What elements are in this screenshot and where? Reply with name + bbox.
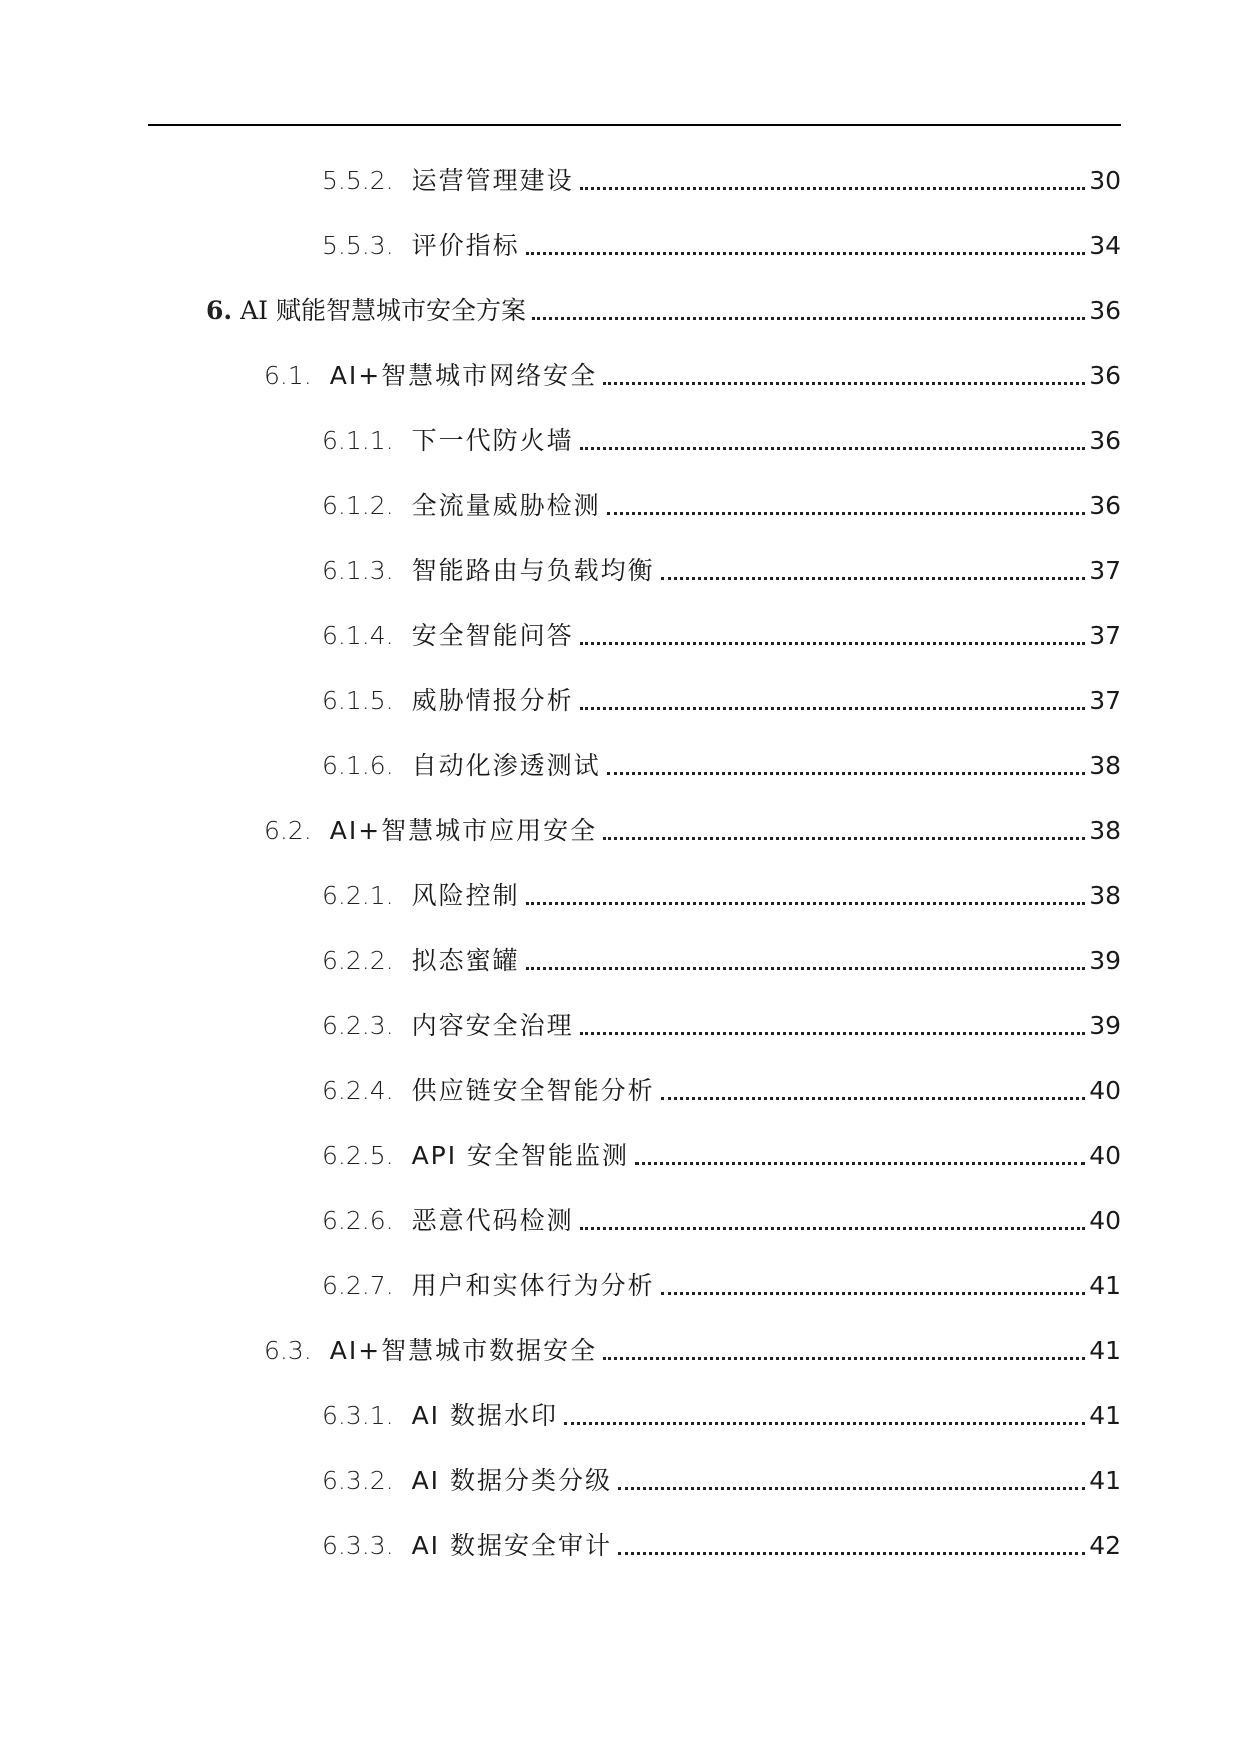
toc-entry-title: 用户和实体行为分析	[411, 1271, 655, 1300]
toc-entry-title: 拟态蜜罐	[411, 946, 520, 975]
toc-entry-title: AI+智慧城市数据安全	[329, 1336, 598, 1365]
toc-entry-page: 40	[1089, 1076, 1121, 1105]
toc-entry-page: 41	[1089, 1466, 1121, 1495]
toc-entry-title: API 安全智能监测	[411, 1141, 630, 1170]
header-rule	[148, 124, 1121, 126]
toc-entry-title: 下一代防火墙	[411, 426, 574, 455]
toc-entry-title: AI 数据分类分级	[411, 1466, 612, 1495]
toc-leader-dots	[618, 1487, 1085, 1490]
toc-entry-page: 34	[1089, 231, 1121, 260]
toc-entry[interactable]	[264, 352, 1121, 392]
toc-entry-title: 内容安全治理	[411, 1011, 574, 1040]
toc-entry-title: AI 赋能智慧城市安全方案	[240, 296, 526, 325]
toc-entry[interactable]	[322, 677, 1121, 717]
toc-entry-title: AI+智慧城市应用安全	[329, 816, 598, 845]
toc-entry-title: 运营管理建设	[411, 166, 574, 195]
toc-entry-page: 39	[1089, 1011, 1121, 1040]
toc-entry-number: 6.3.	[264, 1336, 312, 1365]
toc-entry[interactable]	[322, 1262, 1121, 1302]
toc-leader-dots	[580, 1227, 1086, 1230]
toc-entry-title: AI 数据水印	[411, 1401, 558, 1430]
toc-entry-page: 40	[1089, 1141, 1121, 1170]
toc-leader-dots	[526, 252, 1086, 255]
toc-entry-number: 6.3.1.	[322, 1401, 394, 1430]
toc-entry-page: 38	[1089, 816, 1121, 845]
toc-entry[interactable]	[322, 1067, 1121, 1107]
toc-leader-dots	[603, 382, 1085, 385]
toc-entry-title: 智能路由与负载均衡	[411, 556, 655, 585]
toc-leader-dots	[603, 1357, 1085, 1360]
toc-leader-dots	[526, 967, 1086, 970]
toc-leader-dots	[661, 1292, 1086, 1295]
toc-entry-number: 6.2.	[264, 816, 312, 845]
toc-leader-dots	[580, 707, 1086, 710]
toc-entry-number: 6.2.6.	[322, 1206, 394, 1235]
toc-entry-number: 6.1.3.	[322, 556, 394, 585]
toc-entry-page: 38	[1089, 881, 1121, 910]
toc-entry[interactable]	[322, 482, 1121, 522]
toc-entry-number: 6.1.	[264, 361, 312, 390]
toc-entry-page: 39	[1089, 946, 1121, 975]
toc-entry-number: 6.2.4.	[322, 1076, 394, 1105]
toc-entry-number: 6.	[206, 296, 233, 325]
toc-leader-dots	[532, 317, 1085, 320]
toc-entry-page: 36	[1089, 296, 1121, 325]
toc-entry-title: 评价指标	[411, 231, 520, 260]
toc-entry-page: 37	[1089, 686, 1121, 715]
toc-entry-number: 6.1.6.	[322, 751, 394, 780]
toc-entry[interactable]	[322, 872, 1121, 912]
toc-entry-title: 恶意代码检测	[411, 1206, 574, 1235]
toc-entry[interactable]	[322, 742, 1121, 782]
toc-entry-page: 41	[1089, 1401, 1121, 1430]
toc-entry-number: 6.2.3.	[322, 1011, 394, 1040]
toc-entry-page: 37	[1089, 621, 1121, 650]
toc-entry[interactable]	[264, 1327, 1121, 1367]
toc-leader-dots	[607, 772, 1086, 775]
toc-entry-title: 威胁情报分析	[411, 686, 574, 715]
toc-entry-page: 40	[1089, 1206, 1121, 1235]
toc-entry-number: 6.3.2.	[322, 1466, 394, 1495]
toc-entry-page: 41	[1089, 1336, 1121, 1365]
toc-leader-dots	[661, 577, 1086, 580]
toc-entry-page: 36	[1089, 361, 1121, 390]
toc-leader-dots	[564, 1422, 1085, 1425]
toc-entry-title: 安全智能问答	[411, 621, 574, 650]
toc-entry[interactable]	[322, 222, 1121, 262]
toc-entry[interactable]	[322, 1522, 1121, 1562]
toc-entry[interactable]	[322, 612, 1121, 652]
toc-entry[interactable]	[322, 937, 1121, 977]
toc-leader-dots	[580, 447, 1086, 450]
toc-entry-title: AI 数据安全审计	[411, 1531, 612, 1560]
toc-leader-dots	[580, 642, 1086, 645]
toc-entry-page: 30	[1089, 166, 1121, 195]
toc-leader-dots	[661, 1097, 1086, 1100]
toc-entry[interactable]	[322, 547, 1121, 587]
toc-entry-title: AI+智慧城市网络安全	[329, 361, 598, 390]
toc-entry[interactable]	[322, 417, 1121, 457]
toc-entry-title: 供应链安全智能分析	[411, 1076, 655, 1105]
toc-entry-number: 6.1.5.	[322, 686, 394, 715]
toc-entry[interactable]	[322, 157, 1121, 197]
toc-leader-dots	[580, 187, 1086, 190]
toc-entry[interactable]	[322, 1002, 1121, 1042]
toc-entry[interactable]	[264, 807, 1121, 847]
toc-entry-number: 6.1.4.	[322, 621, 394, 650]
toc-leader-dots	[526, 902, 1086, 905]
toc-entry-page: 41	[1089, 1271, 1121, 1300]
toc-entry-number: 5.5.2.	[322, 166, 394, 195]
toc-entry[interactable]	[322, 1197, 1121, 1237]
toc-entry-title: 风险控制	[411, 881, 520, 910]
toc-entry-number: 6.1.2.	[322, 491, 394, 520]
toc-entry-number: 6.2.5.	[322, 1141, 394, 1170]
toc-entry-title: 全流量威胁检测	[411, 491, 601, 520]
toc-leader-dots	[635, 1162, 1085, 1165]
toc-leader-dots	[618, 1552, 1085, 1555]
toc-entry-page: 38	[1089, 751, 1121, 780]
toc-entry-number: 6.2.2.	[322, 946, 394, 975]
toc-entry-title: 自动化渗透测试	[411, 751, 601, 780]
toc-entry-number: 6.1.1.	[322, 426, 394, 455]
toc-leader-dots	[603, 837, 1085, 840]
toc-entry-page: 42	[1089, 1531, 1121, 1560]
toc-entry-page: 36	[1089, 426, 1121, 455]
toc-entry[interactable]	[322, 1392, 1121, 1432]
toc-leader-dots	[607, 512, 1086, 515]
toc-entry-number: 6.2.1.	[322, 881, 394, 910]
toc-entry-page: 36	[1089, 491, 1121, 520]
toc-entry-number: 6.2.7.	[322, 1271, 394, 1300]
toc-entry[interactable]	[206, 287, 1121, 327]
toc-entry-page: 37	[1089, 556, 1121, 585]
toc-entry-number: 5.5.3.	[322, 231, 394, 260]
toc-entry[interactable]	[322, 1132, 1121, 1172]
toc-entry-number: 6.3.3.	[322, 1531, 394, 1560]
toc-entry[interactable]	[322, 1457, 1121, 1497]
toc-leader-dots	[580, 1032, 1086, 1035]
